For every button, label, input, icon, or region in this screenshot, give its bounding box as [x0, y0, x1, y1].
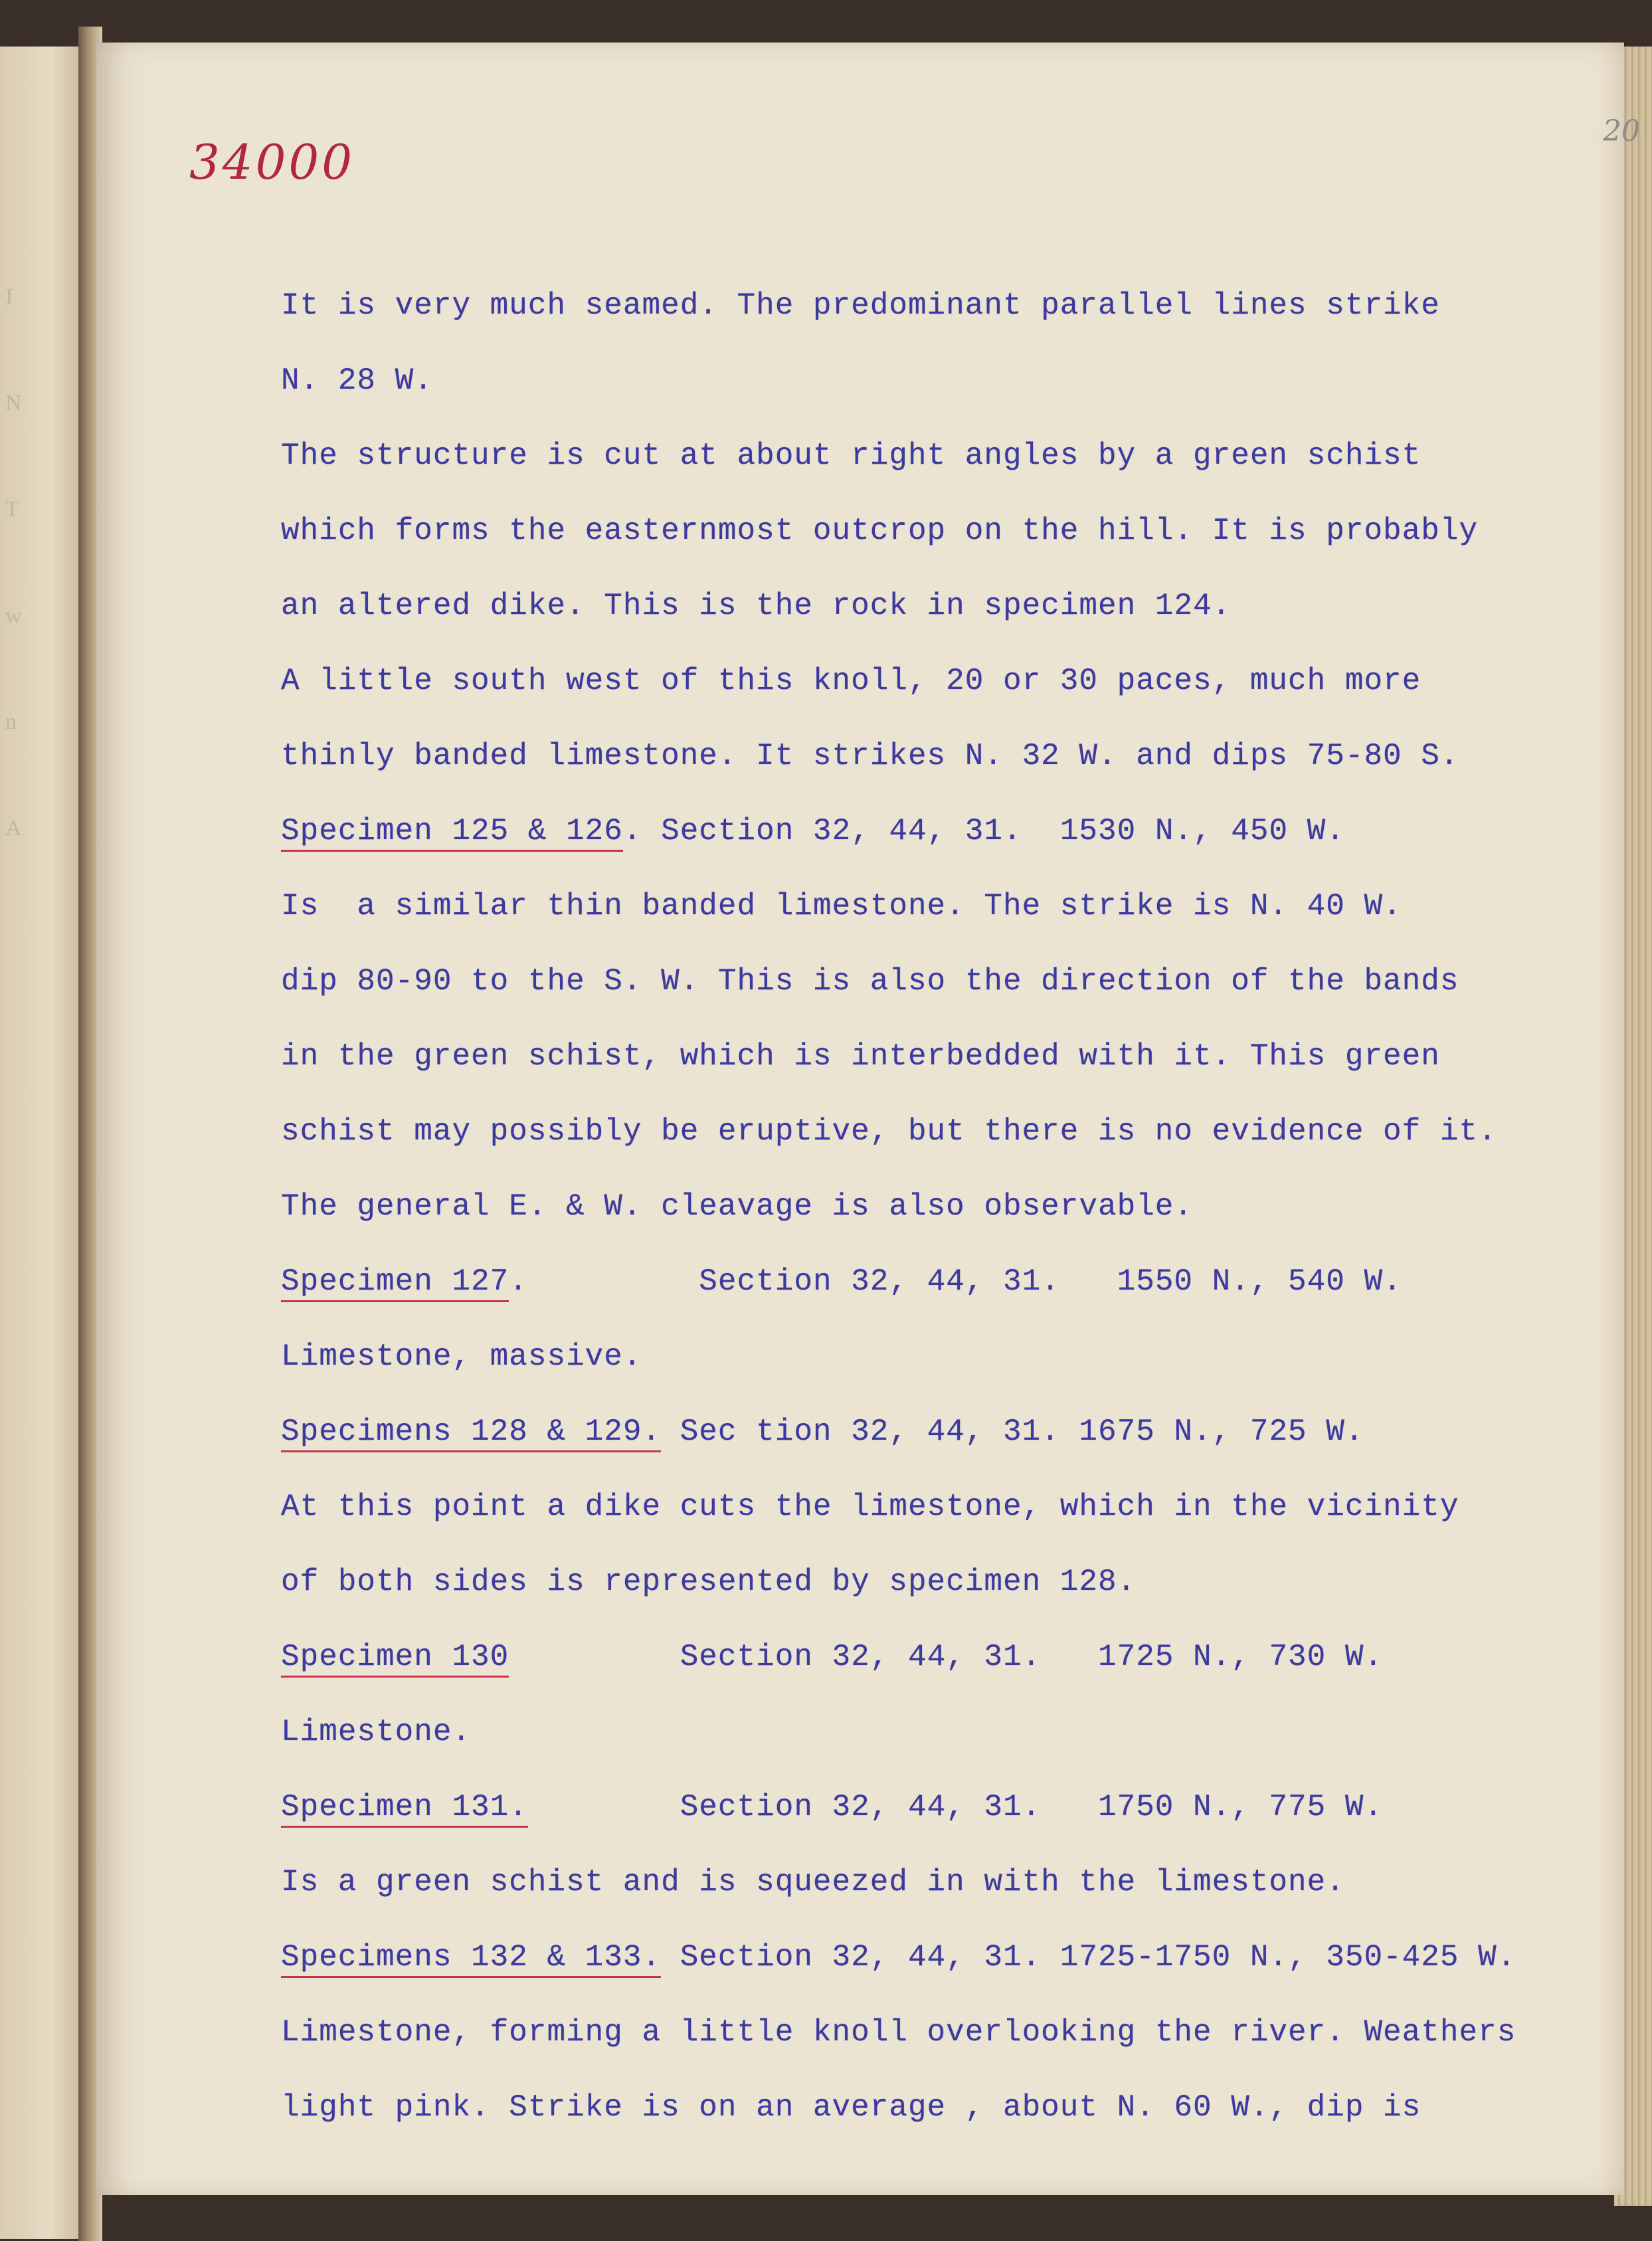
- text-line: The structure is cut at about right angles by a green schist: [281, 438, 1422, 473]
- text-line: light pink. Strike is on an average , about N. 60 W., dip is: [281, 2090, 1422, 2125]
- text-line: A little south west of this knoll, 20 or 30 paces, much more: [281, 664, 1422, 698]
- specimen-entry: [281, 1790, 1383, 1824]
- specimen-heading: Specimens 128 & 129.: [281, 1414, 661, 1452]
- section-location: Section 32, 44, 31. 1725 N., 730 W.: [509, 1640, 1384, 1674]
- section-location: Section 32, 44, 31. 1750 N., 775 W.: [527, 1790, 1384, 1824]
- specimen-entry: [281, 1640, 1383, 1674]
- text-line: N. 28 W.: [281, 363, 433, 398]
- text-line: The general E. & W. cleavage is also observable.: [281, 1189, 1194, 1224]
- text-line: in the green schist, which is interbedded with it. This green: [281, 1039, 1440, 1074]
- specimen-entry: [281, 1264, 1402, 1299]
- specimen-entry: [281, 814, 1345, 848]
- text-line: an altered dike. This is the rock in specimen 124.: [281, 589, 1232, 623]
- specimen-heading: Specimen 131.: [281, 1790, 528, 1828]
- specimen-heading: Specimens 132 & 133.: [281, 1940, 661, 1978]
- text-line: Limestone.: [281, 1715, 472, 1749]
- text-line: dip 80-90 to the S. W. This is also the direction of the bands: [281, 964, 1459, 999]
- section-location: Sec tion 32, 44, 31. 1675 N., 725 W.: [661, 1414, 1364, 1449]
- text-line: At this point a dike cuts the limestone, which in the vicinity: [281, 1490, 1459, 1524]
- specimen-heading: Specimen 125 & 126: [281, 814, 623, 852]
- section-location: . Section 32, 44, 31. 1550 N., 540 W.: [509, 1264, 1402, 1299]
- text-line: Limestone, massive.: [281, 1339, 642, 1374]
- text-line: thinly banded limestone. It strikes N. 32 W. and dips 75-80 S.: [281, 739, 1459, 773]
- text-line: of both sides is represented by specimen 128.: [281, 1565, 1137, 1599]
- specimen-heading: Specimen 130: [281, 1640, 509, 1678]
- text-line: schist may possibly be eruptive, but there is no evidence of it.: [281, 1114, 1497, 1149]
- text-line: which forms the easternmost outcrop on the hill. It is probably: [281, 514, 1479, 548]
- section-location: . Section 32, 44, 31. 1530 N., 450 W.: [622, 814, 1345, 848]
- specimen-heading: Specimen 127: [281, 1264, 509, 1302]
- page-number: 20: [1603, 114, 1640, 148]
- text-line: Limestone, forming a little knoll overlooking the river. Weathers: [281, 2015, 1516, 2050]
- specimen-entry: [281, 1414, 1364, 1449]
- section-location: Section 32, 44, 31. 1725-1750 N., 350-425 W.: [661, 1940, 1516, 1975]
- text-line: Is a green schist and is squeezed in with the limestone.: [281, 1865, 1345, 1900]
- margin-mark: 34000: [189, 134, 355, 190]
- text-line: Is a similar thin banded limestone. The strike is N. 40 W.: [281, 889, 1402, 924]
- facing-page-edge: I N T w n A: [0, 47, 85, 2239]
- text-line: It is very much seamed. The predominant parallel lines strike: [281, 288, 1440, 323]
- specimen-entry: [281, 1940, 1516, 1975]
- notebook-page: [96, 43, 1640, 2195]
